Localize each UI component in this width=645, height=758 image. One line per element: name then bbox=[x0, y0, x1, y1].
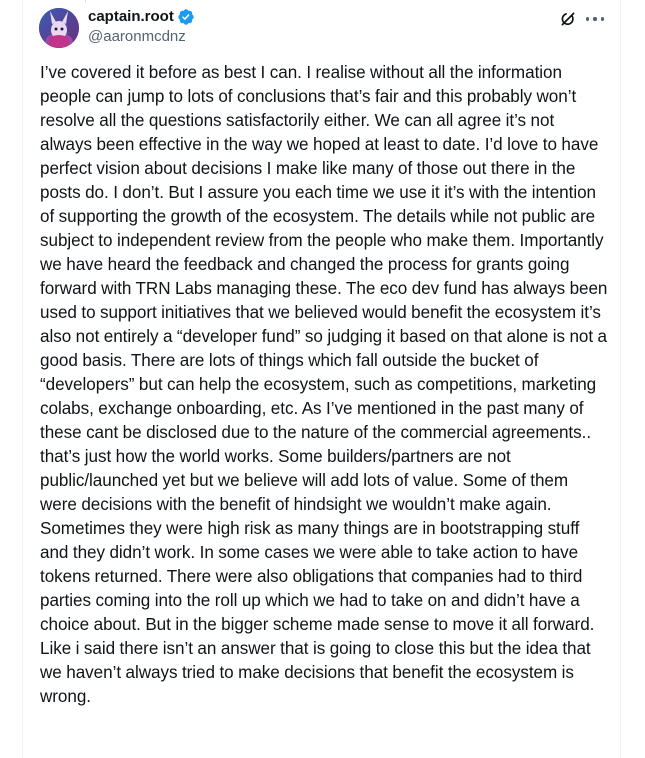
display-name[interactable]: captain.root bbox=[88, 8, 174, 25]
thread-connector-line bbox=[85, 0, 86, 2]
user-info bbox=[88, 8, 195, 47]
tweet-card bbox=[22, 0, 621, 758]
more-options-icon[interactable] bbox=[586, 10, 604, 28]
tweet-text: I’ve covered it before as best I can. I realise without all the information people can jump to lots of conclusions that’s fair and this probably won’t resolve all the questions satisfactorily either. We can all agree it’s not always been effective in the way we hoped at least to date. I’d love to have perfect vision about decisions I make like many of those out there in the posts do. I don’t. But I assure you each time we use it it’s with the intention of supporting the growth of the ecosystem. The details while not public are subject to independent review from the people who make them. Importantly we have heard the feedback and changed the process for grants going forward with TRN Labs managing these. The eco dev fund has always been used to support initiatives that we believed would benefit the ecosystem it’s also not entirely a “developer fund” so judging it based on that alone is not a good basis. There are lots of things which fall outside the bucket of “developers” but can help the ecosystem, such as competitions, marketing colabs, exchange onboarding, etc. As I’ve mentioned in the past many of these cant be disclosed due to the nature of the commercial agreements.. that’s just how the world works. Some builders/partners are not public/launched yet but we believe will add lots of value. Some of them were decisions with the benefit of hindsight we wouldn’t make again. Sometimes they were high risk as many things are in bootstrapping stuff and they didn’t work. In some cases we were able to take action to have tokens returned. There were also obligations that companies had to third parties coming into the roll up which we had to take on and didn’t have a choice about. But in the bigger scheme made sense to move it all forward. Like i said there isn’t an answer that is going to close this but the idea that we haven’t always tried to make decisions that benefit the ecosystem is wrong. bbox=[40, 63, 608, 706]
avatar[interactable] bbox=[39, 8, 79, 48]
avatar-image bbox=[39, 8, 79, 48]
user-handle[interactable]: @aaronmcdnz bbox=[88, 28, 186, 45]
header-actions bbox=[559, 10, 604, 28]
display-name-row bbox=[88, 8, 195, 26]
grok-icon[interactable] bbox=[559, 10, 577, 28]
verified-badge-icon[interactable] bbox=[177, 8, 195, 26]
tweet-header bbox=[39, 8, 604, 60]
